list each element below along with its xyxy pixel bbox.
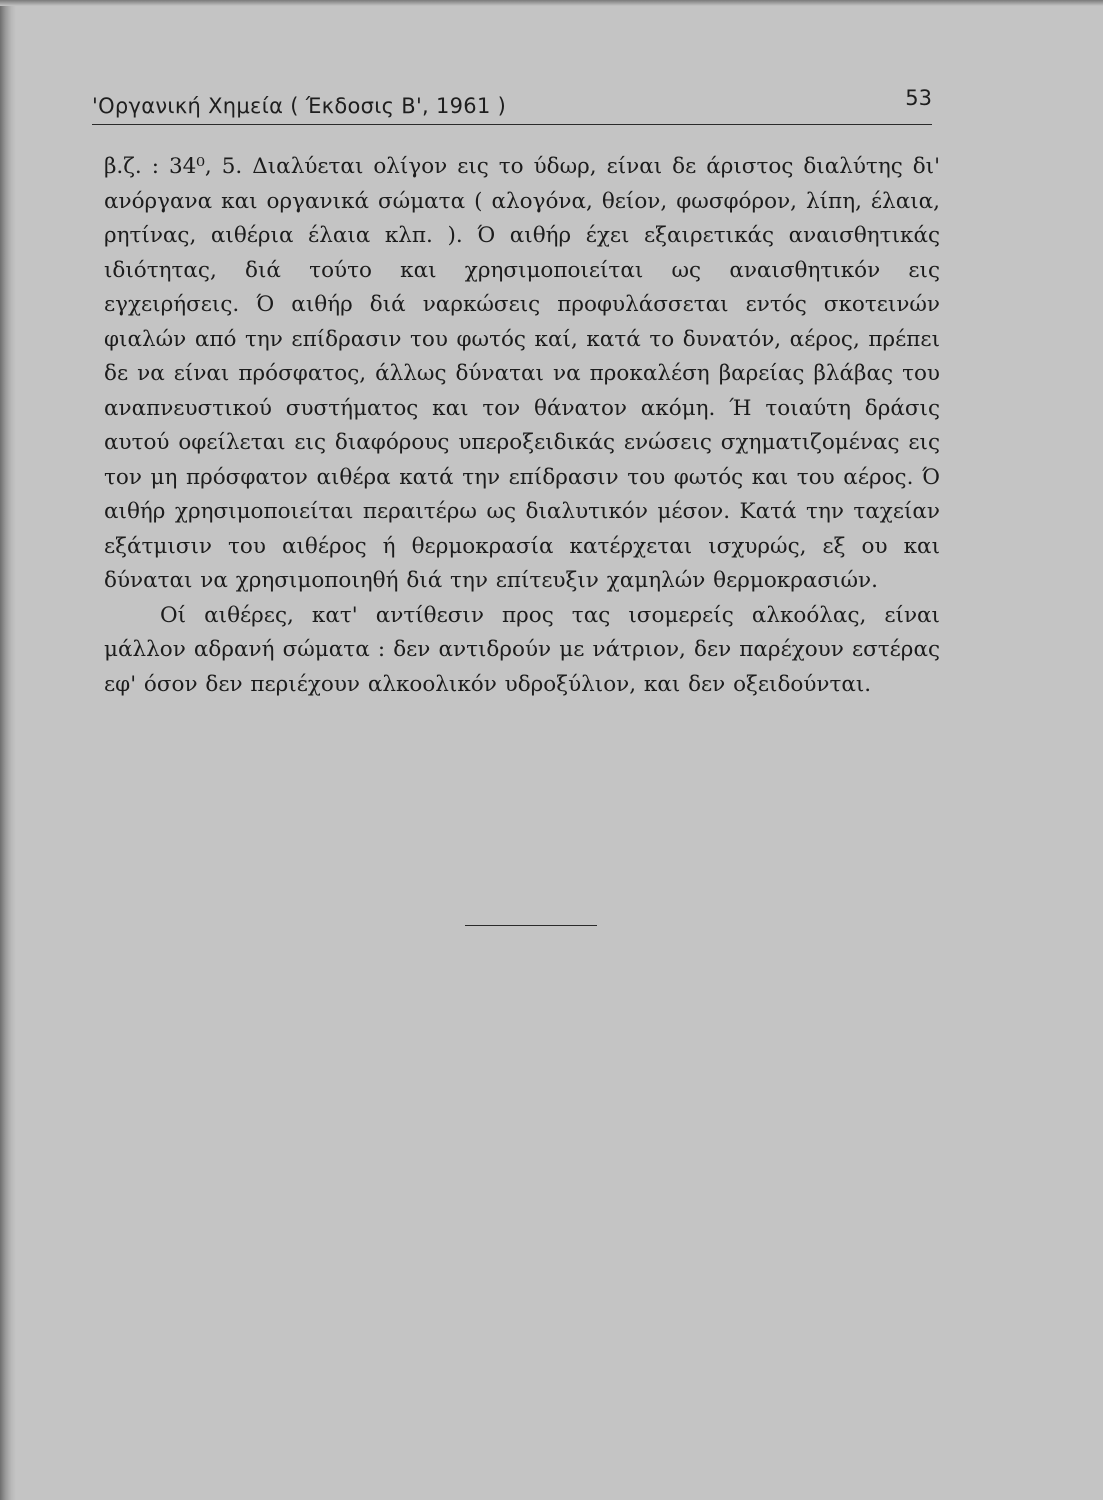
page-header — [92, 86, 938, 126]
body-text — [104, 150, 940, 702]
running-title: 'Οργανική Χημεία ( Έκδοσις Β', 1961 ) — [92, 94, 507, 118]
page-number: 53 — [905, 86, 932, 110]
header-rule — [92, 124, 932, 125]
scan-top-edge-shadow — [0, 0, 1103, 6]
paragraph-ether-properties: β.ζ. : 34⁰, 5. Διαλύεται ολίγον εις το ύδωρ, είναι δε άριστος διαλύτης δι' ανόργανα και οργανικά σώματα ( αλογόνα, θείον, φωσφόρον, λίπη, έλαια, ρητίνας, αιθέρια έλαια κλπ. ). Ό αιθήρ έχει εξαιρετικάς αναισθητικάς ιδιότητας, διά τούτο και χρησιμοποιείται ως αναισθητικόν εις εγχειρήσεις. Ό αιθήρ διά ναρκώσεις προφυλάσσεται εντός σκοτεινών φιαλών από την επίδρασιν του φωτός καί, κατά το δυνατόν, αέρος, πρέπει δε να είναι πρόσφατος, άλλως δύναται να προκαλέση βαρείας βλάβας του αναπνευστικού συστήματος και τον θάνατον ακόμη. Ή τοιαύτη δράσις αυτού οφείλεται εις διαφόρους υπεροξειδικάς ενώσεις σχηματιζομένας εις τον μη πρόσφατον αιθέρα κατά την επίδρασιν του φωτός και του αέρος. Ό αιθήρ χρησιμοποιείται περαιτέρω ως διαλυτικόν μέσον. Κατά την ταχείαν εξάτμισιν του αιθέρος ή θερμοκρασία κατέρχεται ισχυρώς, εξ ου και δύναται να χρησιμοποιηθή διά την επίτευξιν χαμηλών θερμοκρασιών. — [104, 154, 940, 593]
paragraph-ethers-reactivity: Οί αιθέρες, κατ' αντίθεσιν προς τας ισομερείς αλκοόλας, είναι μάλλον αδρανή σώματα : δεν αντιδρούν με νάτριον, δεν παρέχουν εστέρας εφ' όσον δεν περιέχουν αλκοολικόν υδροξύλιον, και δεν οξειδούνται. — [104, 602, 940, 697]
section-end-rule — [465, 925, 597, 926]
scan-left-edge-shadow — [0, 0, 16, 1500]
